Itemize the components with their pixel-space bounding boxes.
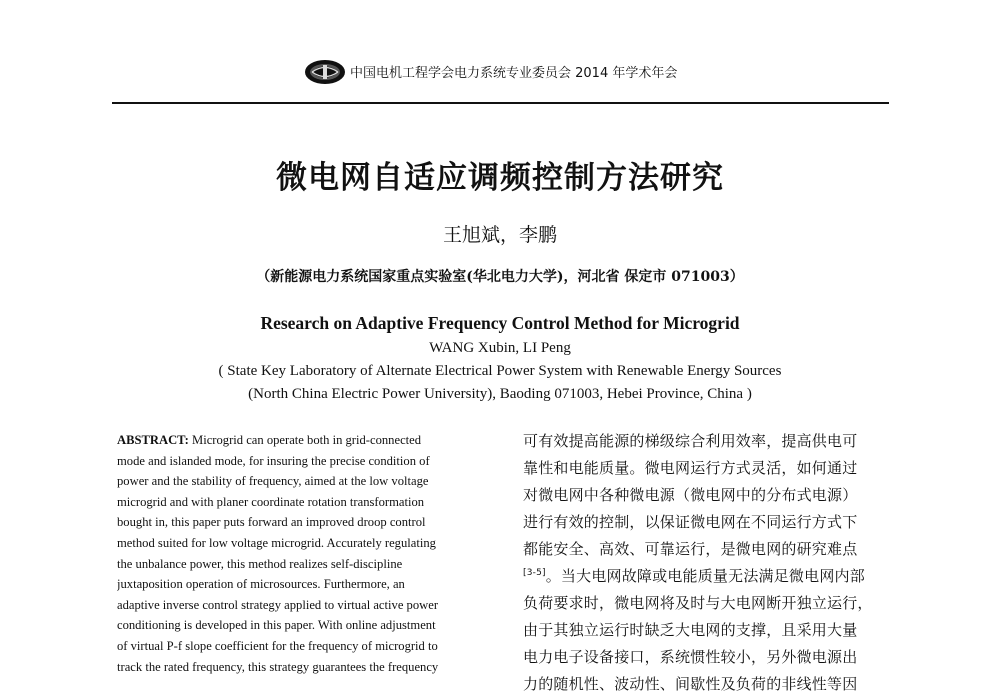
- abstract-line: the unbalance power, this method realizes self-discipline: [117, 556, 403, 571]
- header-rule: [112, 102, 889, 104]
- authors-en: WANG Xubin, LI Peng: [429, 340, 571, 356]
- body-line: 负荷要求时，微电网将及时与大电网断开独立运行，: [523, 594, 873, 612]
- abstract-line: [117, 430, 489, 451]
- abstract-line: juxtaposition operation of microsources. Furthermore, an: [117, 577, 405, 592]
- abstract-line: mode and islanded mode, for insuring the precise condition of: [117, 453, 430, 468]
- abstract-line: conditioning is developed in this paper. With online adjustment: [117, 618, 436, 633]
- society-logo-icon: [304, 59, 346, 85]
- conference-name: 中国电机工程学会电力系统专业委员会 2014 年学术年会: [350, 66, 678, 81]
- abstract-line: microgrid and with planer coordinate rotation transformation: [117, 494, 425, 509]
- citation-ref: [3-5]: [523, 568, 546, 578]
- affiliation-en-line-2: (North China Electric Power University), Baoding 071003, Hebei Province, China ): [248, 386, 752, 402]
- abstract-line: track the rated frequency, this strategy guarantees the frequency: [117, 659, 439, 674]
- body-line: 都能安全、高效、可靠运行，是微电网的研究难点: [523, 540, 858, 558]
- abstract-line: bought in, this paper puts forward an improved droop control: [117, 515, 426, 530]
- affiliation-cn: （新能源电力系统国家重点实验室(华北电力大学)，河北省 保定市 071003）: [256, 269, 744, 285]
- body-line: 靠性和电能质量。微电网运行方式灵活，如何通过: [523, 459, 858, 477]
- body-line: 进行有效的控制，以保证微电网在不同运行方式下: [523, 513, 858, 531]
- paper-title-cn: 微电网自适应调频控制方法研究: [276, 160, 724, 196]
- body-line: 电力电子设备接口，系统惯性较小，另外微电源出: [523, 648, 858, 666]
- paper-title-en: Research on Adaptive Frequency Control Method for Microgrid: [260, 313, 740, 333]
- abstract-label: ABSTRACT:: [117, 433, 189, 447]
- abstract-line: adaptive inverse control strategy applied to virtual active power: [117, 597, 439, 612]
- body-line: 由于其独立运行时缺乏大电网的支撑，且采用大量: [523, 621, 858, 639]
- body-line: 力的随机性、波动性、间歇性及负荷的非线性等因: [523, 675, 858, 693]
- conference-header: [0, 52, 1000, 92]
- authors-cn: 王旭斌，李鹏: [442, 224, 557, 246]
- body-line: 可有效提高能源的梯级综合利用效率，提高供电可: [523, 432, 858, 450]
- abstract-line: method suited for low voltage microgrid. Accurately regulating: [117, 535, 436, 550]
- body-text-cn: [523, 428, 901, 698]
- body-line: [523, 563, 901, 590]
- abstract-text: Microgrid can operate both in grid-connected: [188, 433, 422, 447]
- affiliation-en-line-1: ( State Key Laboratory of Alternate Electrical Power System with Renewable Energy Sources: [218, 363, 782, 379]
- abstract-line: power and the stability of frequency, aimed at the low voltage: [117, 474, 429, 489]
- body-line-text: 。当大电网故障或电能质量无法满足微电网内部: [545, 567, 865, 585]
- body-line: 对微电网中各种微电源（微电网中的分布式电源）: [523, 486, 858, 504]
- abstract-line: of virtual P-f slope coefficient for the frequency of microgrid to: [117, 638, 438, 653]
- abstract-en: [117, 430, 489, 677]
